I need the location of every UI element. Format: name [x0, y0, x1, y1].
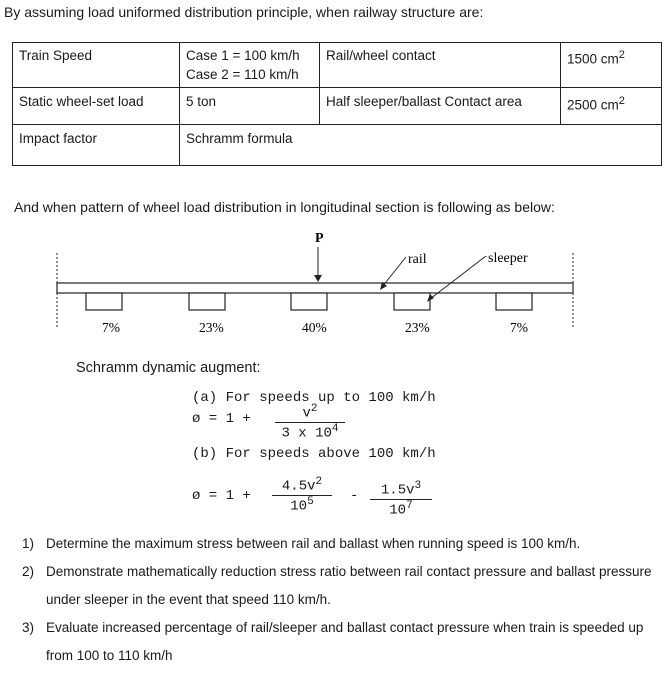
row-value: Schramm formula [180, 124, 662, 165]
case-a-numerator: $v^2$ [302, 403, 318, 422]
case-b-text: (b) For speeds above 100 km/h [192, 446, 436, 462]
case-a-fraction [275, 403, 345, 441]
pct-label: 23% [199, 320, 224, 335]
case-b-term2-denominator: $10^7$ [370, 499, 432, 519]
case-b-term1-numerator: $4.5v^2$ [281, 476, 323, 495]
question-number: 2) [22, 564, 35, 579]
case-b-minus: - [350, 488, 359, 504]
sleeper-shape [291, 293, 327, 310]
case-b-term2-numerator: $1.5v^3$ [380, 480, 422, 499]
row-label: Static wheel-set load [13, 88, 180, 125]
table-row [13, 88, 662, 125]
question-number: 3) [22, 620, 35, 635]
pct-label: 7% [102, 320, 120, 335]
pct-label: 7% [510, 320, 528, 335]
rail-label: rail [408, 252, 427, 267]
param-value: 1500 $cm^2$ [561, 43, 662, 88]
param-label: Half sleeper/ballast Contact area [320, 88, 561, 125]
intro-text: By assuming load uniformed distribution principle, when railway structure are: [4, 4, 484, 20]
rail-shape [57, 283, 573, 293]
questions-list [22, 530, 662, 670]
speed-case-2: Case 2 = 110 km/h [186, 67, 299, 82]
speed-case-1: Case 1 = 100 km/h [186, 48, 300, 63]
schramm-heading: Schramm dynamic augment: [76, 360, 261, 376]
load-distribution-diagram [0, 225, 666, 345]
case-b-term2 [370, 480, 432, 518]
row-label: Train Speed [13, 43, 180, 88]
table-row [13, 43, 662, 88]
load-label: P [315, 231, 324, 246]
question-text: Demonstrate mathematically reduction stress ratio between rail contact pressure and ballast pressure under sleeper in the event that speed 110 km/h. [46, 564, 652, 607]
question-number: 1) [22, 536, 35, 551]
parameters-table [12, 42, 662, 166]
row-value [180, 43, 320, 88]
sleeper-shape [86, 293, 122, 310]
row-label: Impact factor [13, 124, 180, 165]
question-text: Determine the maximum stress between rail and ballast when running speed is 100 km/h. [46, 536, 581, 551]
sleeper-shape [189, 293, 225, 310]
param-label: Rail/wheel contact [320, 43, 561, 88]
pattern-text: And when pattern of wheel load distribution in longitudinal section is following as below: [14, 199, 555, 215]
pct-label: 40% [302, 320, 327, 335]
case-b-lhs: ø = 1 + [192, 488, 251, 504]
case-a-text: (a) For speeds up to 100 km/h [192, 390, 436, 406]
list-item [22, 530, 662, 558]
sleeper-shape [496, 293, 532, 310]
table-row [13, 124, 662, 165]
load-arrowhead [314, 275, 322, 282]
list-item [22, 558, 662, 614]
case-b-term1 [272, 476, 332, 514]
row-value: 5 ton [180, 88, 320, 125]
case-a-denominator: 3 x $10^4$ [275, 422, 345, 442]
list-item [22, 614, 662, 670]
sleeper-label: sleeper [488, 251, 528, 266]
case-a-lhs: ø = 1 + [192, 411, 251, 427]
param-value: 2500 $cm^2$ [561, 88, 662, 125]
question-text: Evaluate increased percentage of rail/sleeper and ballast contact pressure when train is speeded up from 100 to 110 km/h [46, 620, 644, 663]
pct-label: 23% [405, 320, 430, 335]
case-b-term1-denominator: $10^5$ [272, 495, 332, 515]
sleeper-shape [394, 293, 430, 310]
